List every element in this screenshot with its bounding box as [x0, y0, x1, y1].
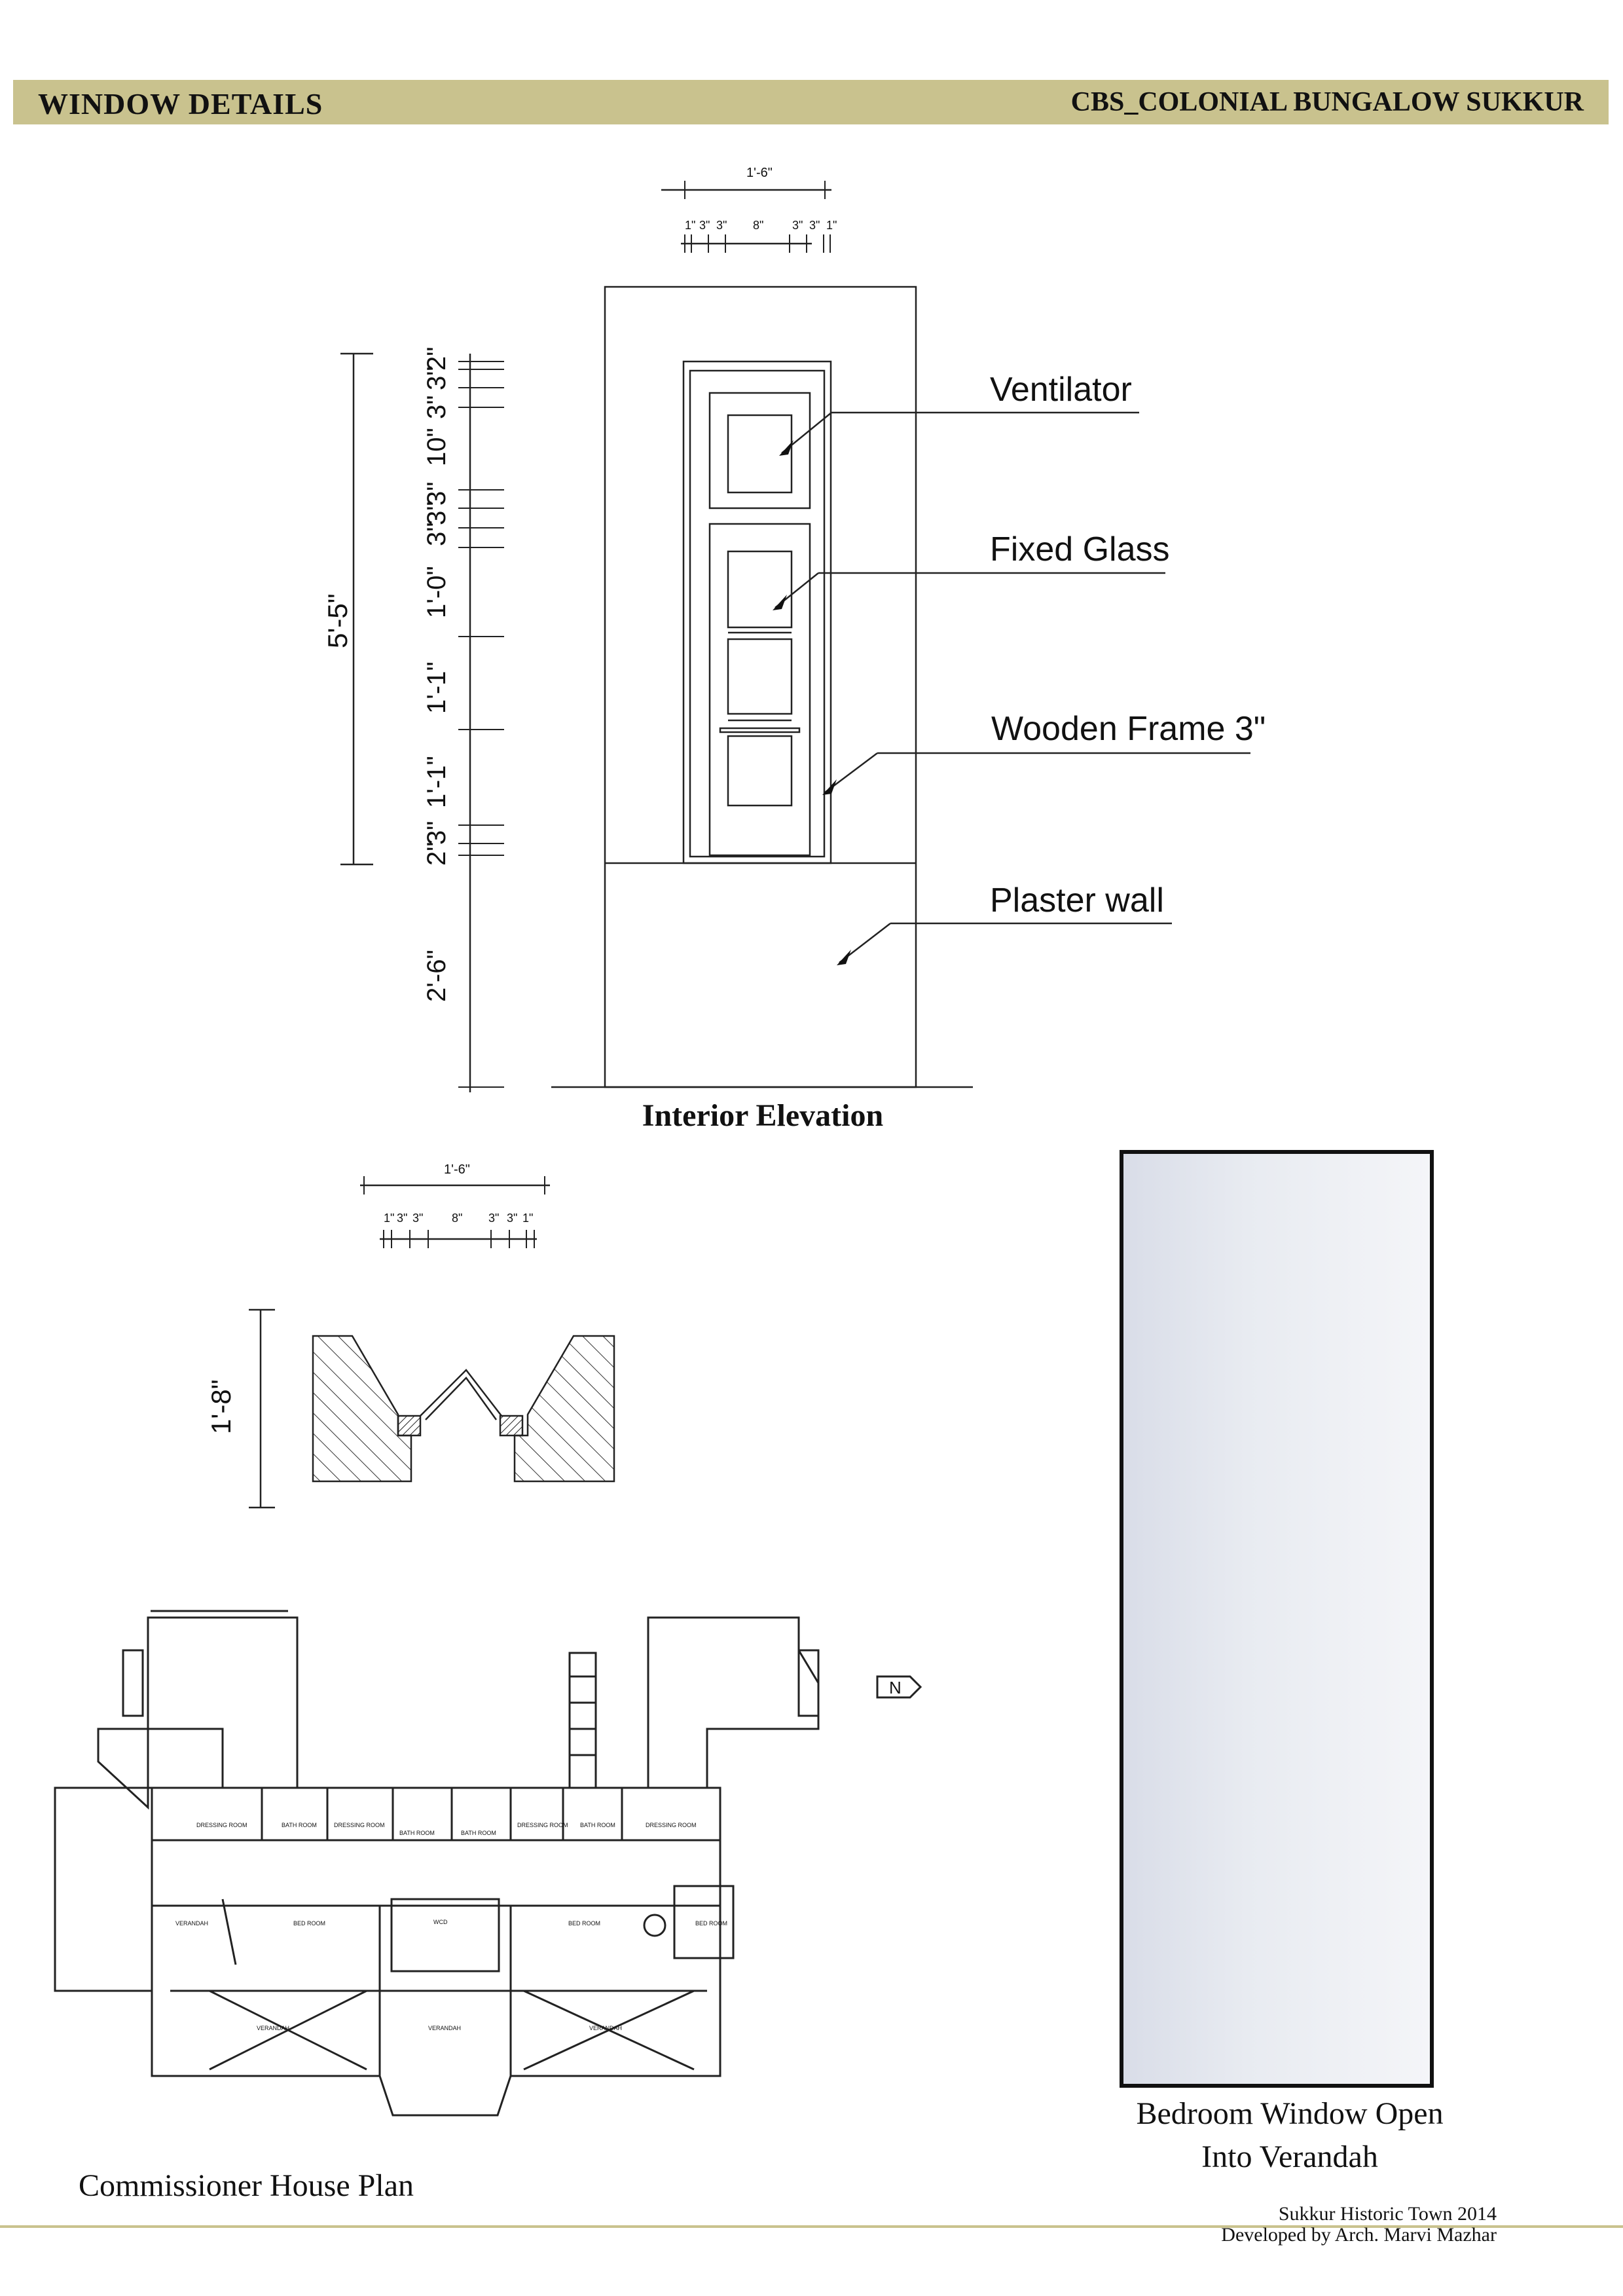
leader-arrowheads — [773, 440, 851, 965]
section-depth: 1'-8" — [206, 1379, 236, 1434]
footer-line1: Sukkur Historic Town 2014 — [1278, 2203, 1497, 2225]
plan-room-1: DRESSING ROOM — [196, 1822, 247, 1828]
plan-caption: Commissioner House Plan — [79, 2168, 414, 2203]
height-dim-13: 2'-6" — [422, 950, 451, 1002]
plan-room-9: VERANDAH — [175, 1920, 209, 1927]
elevation-caption: Interior Elevation — [642, 1098, 884, 1133]
elevation-width-6: 3" — [809, 219, 820, 232]
elevation-overall-height: 5'-5" — [322, 593, 353, 648]
label-fixed-glass: Fixed Glass — [990, 530, 1170, 568]
footer-line2: Developed by Arch. Marvi Mazhar — [1221, 2224, 1497, 2246]
plan-room-4: BATH ROOM — [399, 1830, 435, 1836]
height-dim-7: 3" — [422, 481, 451, 506]
plan-room-6: DRESSING ROOM — [517, 1822, 568, 1828]
label-ventilator: Ventilator — [990, 371, 1132, 409]
plan-room-7: BATH ROOM — [580, 1822, 615, 1828]
photo-caption-line2: Into Verandah — [1201, 2139, 1378, 2174]
interior-elevation — [340, 181, 1250, 1092]
plan-room-13: BED ROOM — [695, 1920, 728, 1927]
elevation-width-3: 3" — [716, 219, 727, 232]
section-width-5: 3" — [488, 1212, 500, 1225]
elevation-width-4: 8" — [753, 219, 764, 232]
plan-room-10: BED ROOM — [293, 1920, 326, 1927]
height-dim-6: 3" — [422, 501, 451, 525]
plan-room-2: BATH ROOM — [282, 1822, 317, 1828]
elevation-overall-width: 1'-6" — [746, 166, 773, 180]
plan-room-14: VERANDAH — [257, 2025, 290, 2031]
height-dim-12: 3" — [422, 821, 451, 845]
plan-room-12: BED ROOM — [568, 1920, 601, 1927]
plan-room-3: DRESSING ROOM — [334, 1822, 385, 1828]
height-dim-2: 3" — [422, 366, 451, 390]
section-overall-width: 1'-6" — [444, 1162, 470, 1177]
plan-room-8: DRESSING ROOM — [646, 1822, 697, 1828]
plan-room-5: BATH ROOM — [461, 1830, 496, 1836]
elevation-width-2: 3" — [699, 219, 710, 232]
window-section-detail — [249, 1176, 614, 1508]
project-title: CBS_COLONIAL BUNGALOW SUKKUR — [1070, 87, 1584, 117]
plan-room-11: WCD — [433, 1919, 448, 1925]
height-dim-4: 10" — [422, 428, 451, 466]
section-width-7: 1" — [522, 1212, 534, 1225]
label-plaster-wall: Plaster wall — [990, 881, 1164, 919]
section-width-1: 1" — [384, 1212, 395, 1225]
elevation-width-5: 3" — [792, 219, 803, 232]
north-label: N — [889, 1678, 902, 1697]
section-width-2: 3" — [397, 1212, 408, 1225]
sheet-title: WINDOW DETAILS — [38, 87, 323, 120]
label-wooden-frame: Wooden Frame 3" — [991, 710, 1266, 748]
section-width-3: 3" — [412, 1212, 424, 1225]
height-dim-8: 1'-0" — [422, 566, 451, 618]
height-dim-9: 1'-1" — [422, 661, 451, 714]
height-dim-1: 3" — [422, 395, 451, 419]
height-dim-3: 2" — [422, 346, 451, 371]
section-width-6: 3" — [507, 1212, 518, 1225]
section-width-4: 8" — [452, 1212, 463, 1225]
photo-caption-line1: Bedroom Window Open — [1136, 2096, 1444, 2131]
height-dim-10: 1'-1" — [422, 756, 451, 808]
bedroom-window-photo — [1120, 1150, 1434, 2088]
elevation-width-1: 1" — [685, 219, 696, 232]
plan-room-16: VERANDAH — [589, 2025, 623, 2031]
elevation-width-7: 1" — [826, 219, 837, 232]
height-dim-5: 3" — [422, 522, 451, 546]
plan-room-15: VERANDAH — [428, 2025, 462, 2031]
height-dim-11: 2" — [422, 842, 451, 866]
floor-plan — [55, 1611, 921, 2115]
